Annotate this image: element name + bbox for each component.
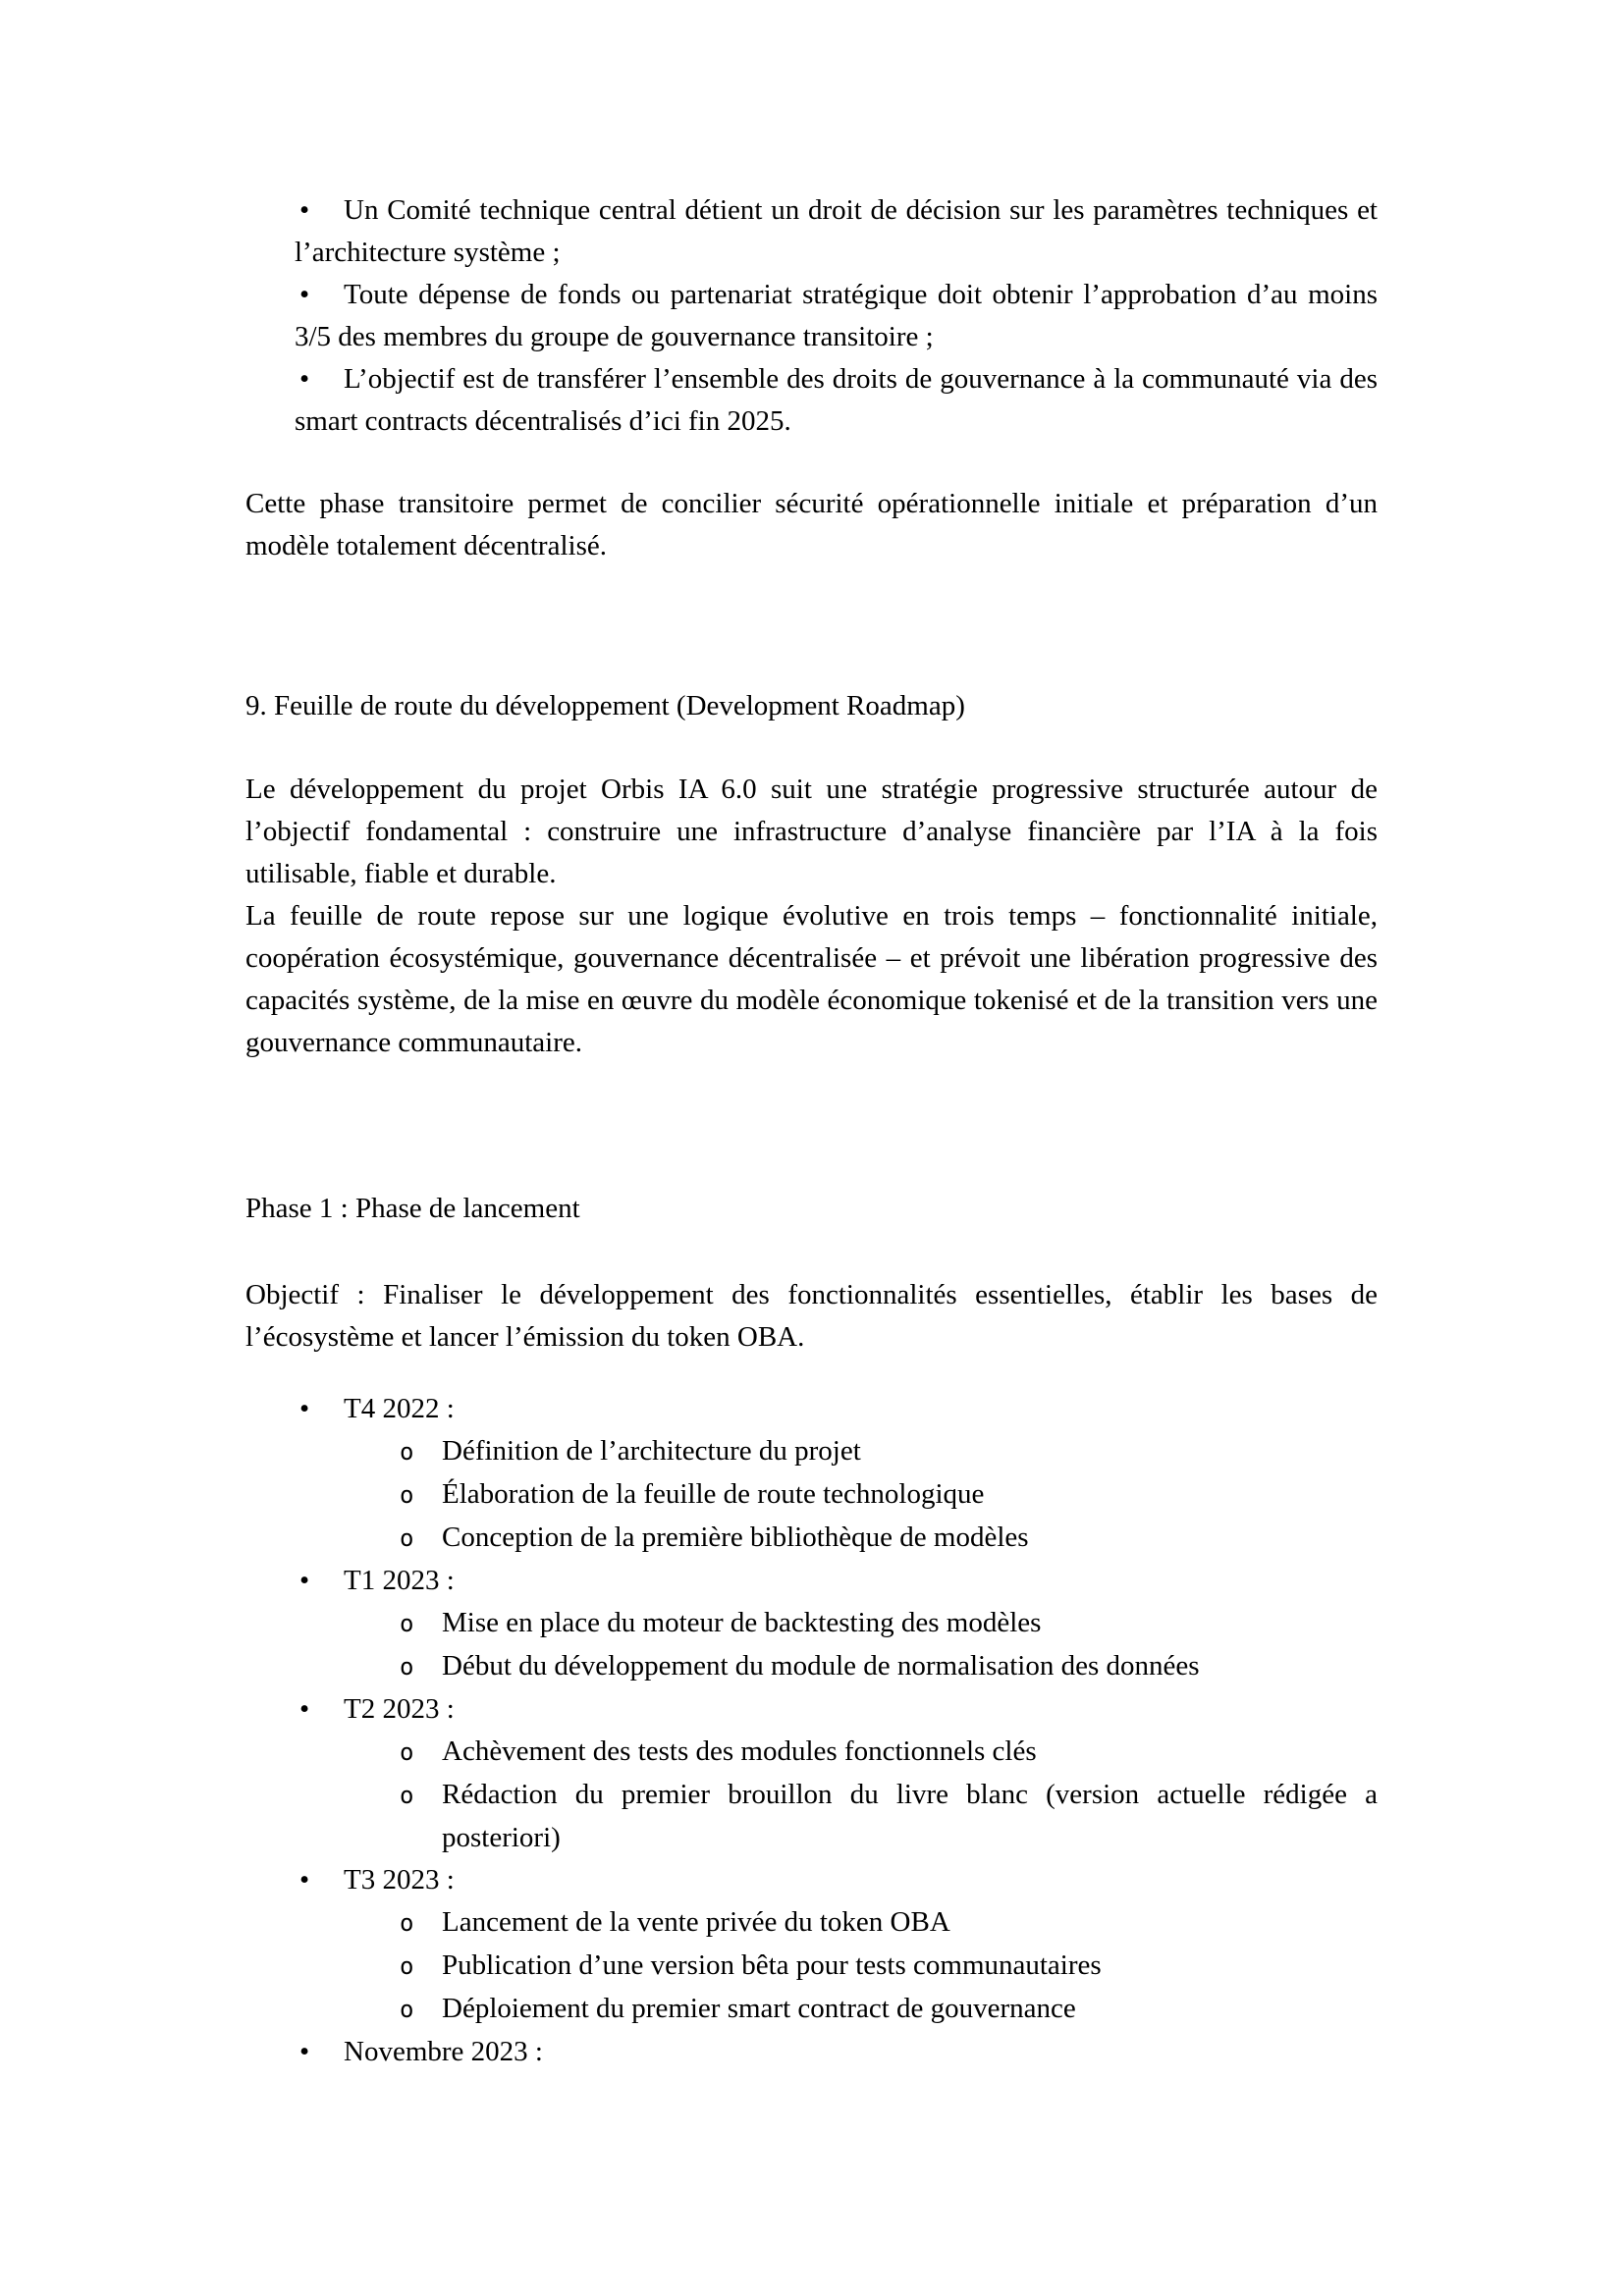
roadmap-sub-item (400, 1731, 1378, 1774)
roadmap-sub-item (400, 1430, 1378, 1473)
list-item-text: Un Comité technique central détient un droit de décision sur les paramètres techniques et l’architecture système ; (295, 194, 1378, 268)
paragraph-objective: Objectif : Finaliser le développement des fonctionnalités essentielles, établir les bases de l’écosystème et lancer l’émission du token OBA. (245, 1279, 1378, 1353)
circle-bullet-icon: o (400, 1909, 414, 1937)
roadmap-item (295, 1388, 1378, 1430)
list-item (295, 274, 1378, 358)
roadmap-sub-item-text: Achèvement des tests des modules fonctionnels clés (442, 1735, 1037, 1767)
roadmap-sub-item-text: Mise en place du moteur de backtesting des modèles (442, 1607, 1042, 1638)
bullet-icon: • (299, 1565, 310, 1596)
roadmap-sub-item-text: Rédaction du premier brouillon du livre blanc (version actuelle rédigée a posteriori) (442, 1779, 1378, 1853)
circle-bullet-icon: o (400, 1996, 414, 2023)
bullet-icon: • (299, 279, 310, 310)
list-item (295, 358, 1378, 443)
roadmap-item-label: T3 2023 : (344, 1864, 455, 1896)
roadmap-sub-item (400, 1774, 1378, 1859)
roadmap-sub-item-text: Élaboration de la feuille de route technologique (442, 1478, 985, 1510)
roadmap-sub-item (400, 1473, 1378, 1517)
circle-bullet-icon: o (400, 1610, 414, 1637)
roadmap-item-label: Novembre 2023 : (344, 2036, 543, 2067)
section-heading: 9. Feuille de route du développement (Development Roadmap) (245, 690, 965, 721)
roadmap-sub-item (400, 1901, 1378, 1945)
paragraph-transition: Cette phase transitoire permet de concilier sécurité opérationnelle initiale et préparation d’un modèle totalement décentralisé. (245, 488, 1378, 561)
roadmap-sub-item-text: Publication d’une version bêta pour tests communautaires (442, 1949, 1102, 1981)
circle-bullet-icon: o (400, 1438, 414, 1466)
bullet-icon: • (299, 194, 310, 226)
circle-bullet-icon: o (400, 1952, 414, 1980)
bullet-icon: • (299, 1693, 310, 1725)
bullet-icon: • (299, 2036, 310, 2067)
roadmap-item (295, 1859, 1378, 1901)
list-item (295, 189, 1378, 274)
phase-heading: Phase 1 : Phase de lancement (245, 1193, 580, 1224)
roadmap-sub-item (400, 1602, 1378, 1645)
roadmap-list (245, 1388, 1378, 2073)
roadmap-sub-item-text: Définition de l’architecture du projet (442, 1435, 861, 1467)
circle-bullet-icon: o (400, 1524, 414, 1552)
roadmap-item-label: T2 2023 : (344, 1693, 455, 1725)
bullet-icon: • (299, 363, 310, 395)
roadmap-sub-item-text: Conception de la première bibliothèque de modèles (442, 1522, 1029, 1553)
roadmap-sub-item (400, 1945, 1378, 1988)
circle-bullet-icon: o (400, 1481, 414, 1509)
circle-bullet-icon: o (400, 1738, 414, 1766)
list-item-text: L’objectif est de transférer l’ensemble des droits de gouvernance à la communauté via des smart contracts décentralisés d’ici fin 2025. (295, 363, 1378, 437)
list-item-text: Toute dépense de fonds ou partenariat stratégique doit obtenir l’approbation d’au moins 3/5 des membres du groupe de gouvernance transitoire ; (295, 279, 1378, 352)
roadmap-sub-item-text: Lancement de la vente privée du token OBA (442, 1906, 950, 1938)
bullet-icon: • (299, 1393, 310, 1424)
roadmap-sub-item-text: Début du développement du module de normalisation des données (442, 1650, 1200, 1682)
roadmap-item (295, 1688, 1378, 1731)
governance-bullet-list (245, 189, 1378, 443)
bullet-icon: • (299, 1864, 310, 1896)
roadmap-item-label: T4 2022 : (344, 1393, 455, 1424)
roadmap-item (295, 1560, 1378, 1602)
roadmap-sub-item (400, 1517, 1378, 1560)
roadmap-sub-item-text: Déploiement du premier smart contract de gouvernance (442, 1993, 1076, 2024)
roadmap-sub-item (400, 1988, 1378, 2031)
circle-bullet-icon: o (400, 1782, 414, 1809)
paragraph-intro-2: La feuille de route repose sur une logique évolutive en trois temps – fonctionnalité initiale, coopération écosystémique, gouvernance décentralisée – et prévoit une libération progressive des capacités système, de la mise en œuvre du modèle économique tokenisé et de la transition vers une gouvernance communautaire. (245, 900, 1378, 1058)
roadmap-sub-item (400, 1645, 1378, 1688)
roadmap-item-label: T1 2023 : (344, 1565, 455, 1596)
circle-bullet-icon: o (400, 1653, 414, 1681)
roadmap-item (295, 2031, 1378, 2073)
paragraph-intro-1: Le développement du projet Orbis IA 6.0 suit une stratégie progressive structurée autour de l’objectif fondamental : construire une infrastructure d’analyse financière par l’IA à la fois utilisable, fiable et durable. (245, 774, 1378, 889)
